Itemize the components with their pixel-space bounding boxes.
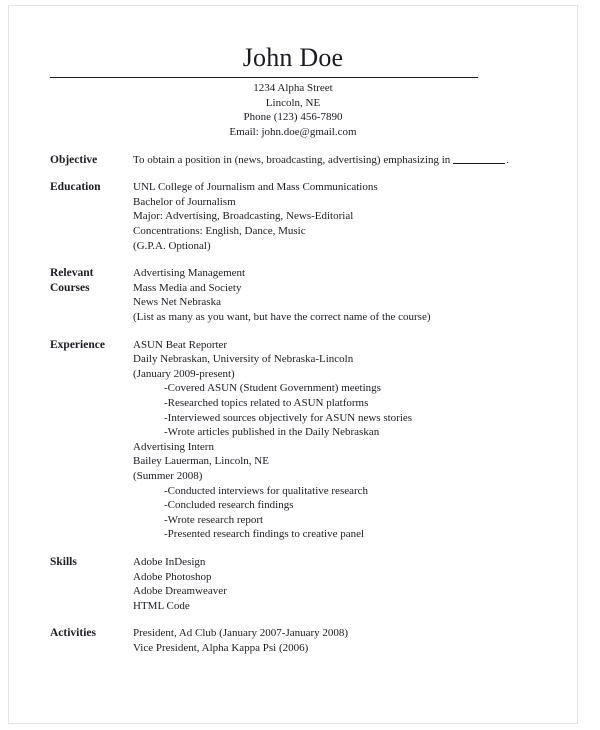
- education-line: UNL College of Journalism and Mass Communications: [133, 181, 378, 194]
- experience-dates: (Summer 2008): [133, 469, 203, 482]
- contact-block: [9, 81, 577, 139]
- course-line: Mass Media and Society: [133, 281, 242, 294]
- section-label-skills: Skills: [50, 555, 77, 568]
- education-line: Major: Advertising, Broadcasting, News-Editorial: [133, 210, 354, 223]
- experience-entry: [133, 338, 569, 440]
- experience-bullet: -Concluded research findings: [164, 499, 294, 512]
- course-line: News Net Nebraska: [133, 296, 221, 309]
- section-objective: [9, 153, 577, 168]
- contact-street: 1234 Alpha Street: [253, 82, 333, 95]
- experience-bullet: -Presented research findings to creative panel: [164, 528, 365, 541]
- section-content-activities: [133, 626, 577, 655]
- experience-title: Advertising Intern: [133, 440, 214, 453]
- contact-phone: Phone (123) 456-7890: [243, 111, 343, 124]
- education-line: Concentrations: English, Dance, Music: [133, 225, 306, 238]
- experience-dates: (January 2009-present): [133, 367, 235, 380]
- objective-blank-field[interactable]: [453, 154, 505, 164]
- activity-line: President, Ad Club (January 2007-January 2008): [133, 627, 349, 640]
- section-skills: [9, 555, 577, 613]
- course-line: (List as many as you want, but have the correct name of the course): [133, 311, 431, 324]
- resume-page: [8, 5, 578, 724]
- section-education: [9, 180, 577, 253]
- experience-title: ASUN Beat Reporter: [133, 338, 228, 351]
- section-label-experience: Experience: [50, 338, 105, 351]
- section-label-education: Education: [50, 181, 101, 194]
- experience-entry: [133, 440, 569, 542]
- skill-line: Adobe InDesign: [133, 555, 206, 568]
- experience-bullet: -Conducted interviews for qualitative research: [164, 484, 369, 497]
- header-divider: [50, 77, 478, 78]
- course-line: Advertising Management: [133, 267, 246, 280]
- objective-text-before: To obtain a position in (news, broadcasting, advertising) emphasizing in: [133, 153, 451, 166]
- section-content-objective: [133, 153, 577, 168]
- section-content-experience: [133, 338, 577, 542]
- contact-city-state: Lincoln, NE: [265, 96, 321, 109]
- section-relevant-courses: [9, 266, 577, 324]
- section-label-objective: Objective: [50, 153, 98, 166]
- experience-organization: Bailey Lauerman, Lincoln, NE: [133, 455, 269, 468]
- section-content-education: [133, 180, 577, 253]
- section-content-relevant-courses: [133, 266, 577, 324]
- experience-bullet: -Interviewed sources objectively for ASUN news stories: [164, 411, 413, 424]
- section-label-activities: Activities: [50, 627, 96, 640]
- section-activities: [9, 626, 577, 655]
- experience-bullet: -Wrote research report: [164, 513, 264, 526]
- objective-text-after: .: [506, 153, 509, 166]
- skill-line: HTML Code: [133, 599, 190, 612]
- contact-email: Email: john.doe@gmail.com: [229, 126, 357, 139]
- resume-header: [9, 6, 577, 140]
- section-experience: [9, 338, 577, 542]
- experience-bullet: -Wrote articles published in the Daily Nebraskan: [164, 426, 380, 439]
- objective-text: [133, 153, 569, 168]
- experience-bullet: -Covered ASUN (Student Government) meetings: [164, 382, 381, 395]
- page-title: John Doe: [242, 43, 344, 72]
- education-line: (G.P.A. Optional): [133, 239, 211, 252]
- resume-body: [9, 153, 577, 656]
- experience-organization: Daily Nebraskan, University of Nebraska-Lincoln: [133, 353, 354, 366]
- skill-line: Adobe Dreamweaver: [133, 585, 227, 598]
- skill-line: Adobe Photoshop: [133, 570, 212, 583]
- experience-bullet: -Researched topics related to ASUN platforms: [164, 396, 369, 409]
- education-line: Bachelor of Journalism: [133, 195, 236, 208]
- section-label-relevant-courses: Relevant Courses: [50, 267, 94, 294]
- section-content-skills: [133, 555, 577, 613]
- activity-line: Vice President, Alpha Kappa Psi (2006): [133, 641, 309, 654]
